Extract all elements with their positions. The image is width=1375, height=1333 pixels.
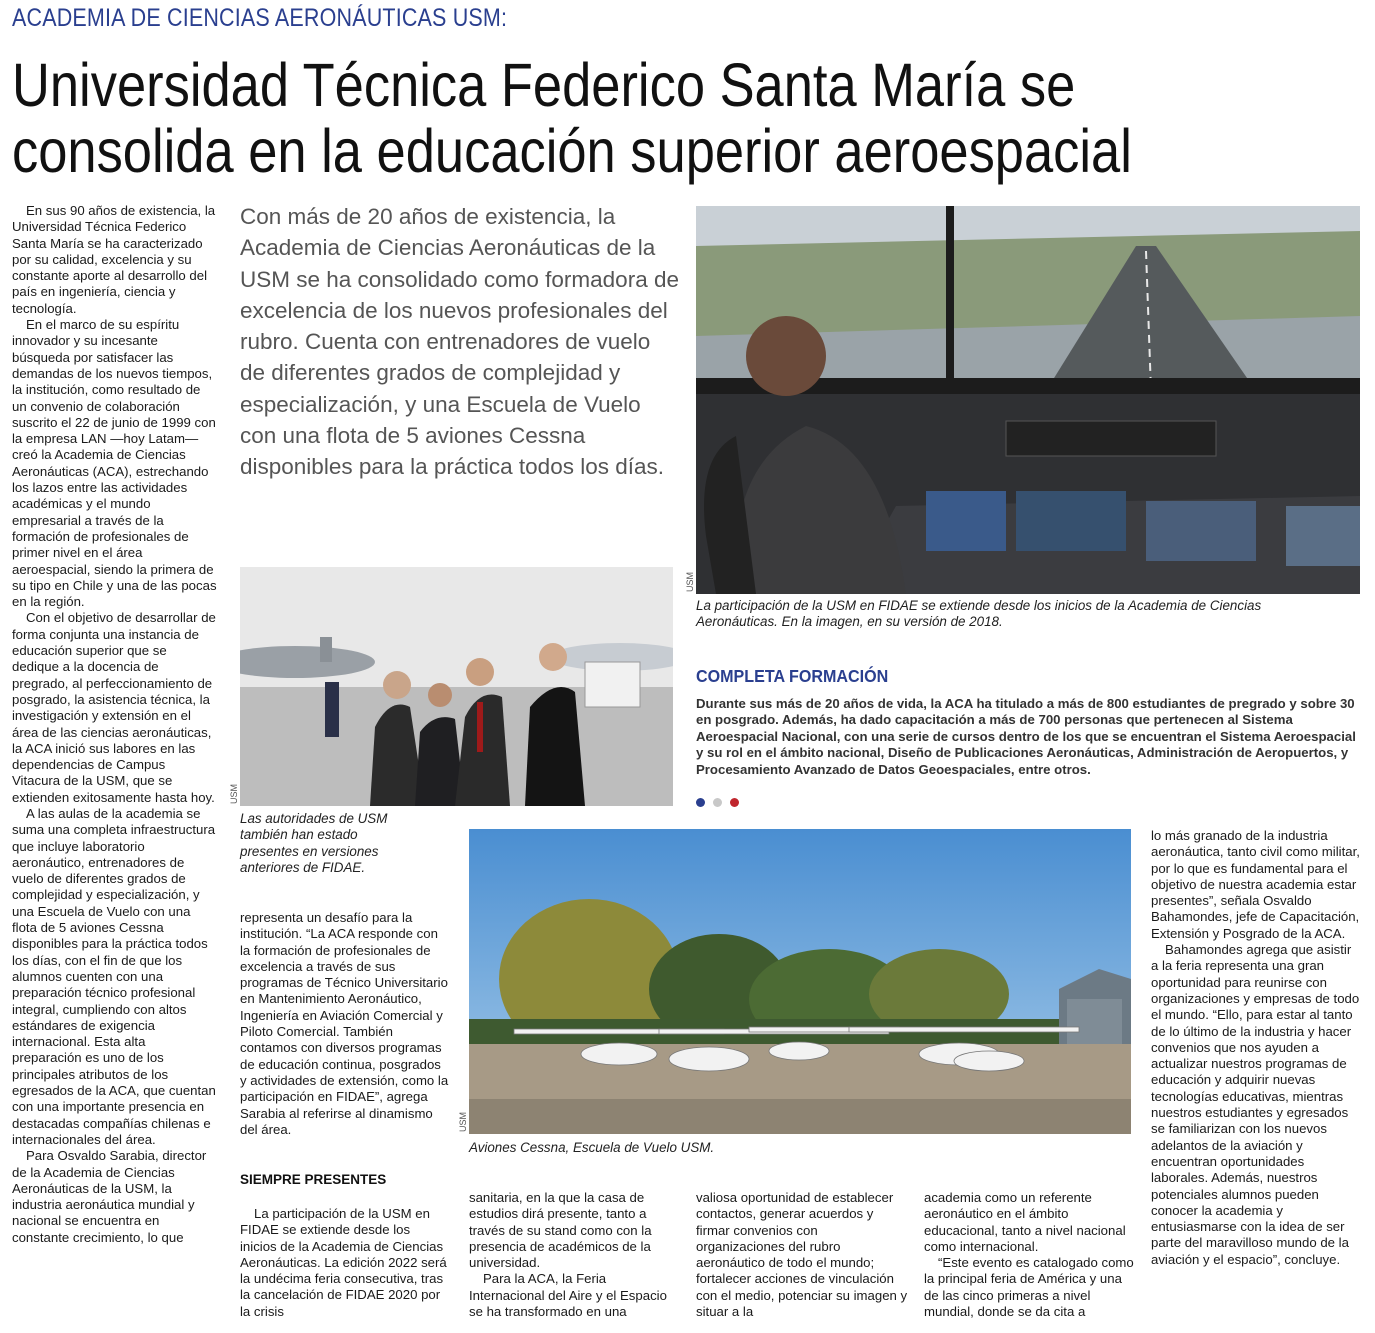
paragraph: Bahamondes agrega que asistir a la feria representa una gran oportunidad para reunirse con organizaciones y empresas de todo el mundo. “Ello, para estar al tanto de lo último de la industria y hacer convenios que nos ayuden a actualizar nuestros programas de educación y adquirir nuevas tecnologías educativas, mientras nuestros estudiantes y egresados se familiarizan con los nuevos adelantos de la aviación y encuentran oportunidades laborales. Además, nuestros potenciales alumnos pueden conocer la academia y entusiasmarse con la idea de ser parte del maravilloso mundo de la aviación y el espacio”, concluye.	[1151, 942, 1360, 1267]
headline-line-2: consolida en la educación superior aeroespacial	[12, 117, 1132, 185]
subhead-siempre-presentes: SIEMPRE PRESENTES	[240, 1172, 387, 1187]
paragraph: representa un desafío para la institución. “La ACA responde con la formación de profesionales de excelencia a través de sus programas de Técnico Universitario en Mantenimiento Aeronáutico, Ingeniería en Aviación Comercial y Piloto Comercial. También contamos con diversos programas de educación continua, posgrados y actividades de extensión, como la participación en FIDAE”, agrega Sarabia al referirse al dinamismo del área.	[240, 910, 449, 1137]
paragraph: lo más granado de la industria aeronáutica, tanto civil como militar, por lo que es fundamental para el objetivo de nuestra academia estar presentes”, señala Osvaldo Bahamondes, jefe de Capacitación, Extensión y Posgrado de la ACA.	[1151, 828, 1360, 941]
authorities-caption: Las autoridades de USM también han estado presentes en versiones anteriores de FIDAE.	[240, 811, 388, 876]
body-column-4	[696, 1190, 908, 1320]
body-column-2b	[240, 1206, 450, 1320]
paragraph: En el marco de su espíritu innovador y su incesante búsqueda por satisfacer las demandas de los nuevos tiempos, la institución, como resultado de un convenio de colaboración suscrito el 22 de junio de 1999 con la empresa LAN —hoy Latam— creó la Academia de Ciencias Aeronáuticas (ACA), estrechando los lazos entre las actividades académicas y el mundo empresarial a través de la formación de profesionales de primer nivel en el área aeroespacial, siendo la primera de su tipo en Chile y una de las pocas en la región.	[12, 317, 217, 610]
sidebar-title: COMPLETA FORMACIÓN	[696, 666, 889, 686]
article-deck: Con más de 20 años de existencia, la Academia de Ciencias Aeronáuticas de la USM se ha consolidado como formadora de excelencia de los nuevos profesionales del rubro. Cuenta con entrenadores de vuelo de diferentes grados de complejidad y especialización, y una Escuela de Vuelo con una flota de 5 aviones Cessna disponibles para la práctica todos los días.	[240, 204, 679, 480]
section-kicker: ACADEMIA DE CIENCIAS AERONÁUTICAS USM:	[12, 4, 508, 32]
authorities-photo	[240, 567, 673, 806]
authorities-illustration	[240, 567, 673, 806]
cessna-photo	[469, 829, 1131, 1134]
sidebar-text: Durante sus más de 20 años de vida, la ACA ha titulado a más de 800 estudiantes de pregrado y sobre 30 en posgrado. Además, ha dado capacitación a más de 700 personas que pertenecen al Sistema Aeroespacial Nacional, con una serie de cursos dentro de los que se encuentran el Sistema Aeroespacial y su rol en el ámbito nacional, Diseño de Publicaciones Aeronáuticas, Administración de Aeropuertos, y Procesamiento Avanzado de Datos Geoespaciales, entre otros.	[696, 696, 1356, 777]
photo-credit: USM	[229, 784, 239, 804]
headline	[12, 52, 1375, 184]
paragraph: A las aulas de la academia se suma una completa infraestructura que incluye laboratorio aeronáutico, entrenadores de vuelo de diferentes grados de complejidad y especialización, y una Escuela de Vuelo con una flota de 5 aviones Cessna disponibles para la práctica todos los días, con el fin de que los alumnos cuenten con una preparación técnico profesional integral, cumpliendo con altos estándares de exigencia internacional. Esta alta preparación es uno de los principales atributos de los egresados de la ACA, que cuentan con una importante presencia en destacadas compañías chilenas e internacionales del área.	[12, 805, 216, 1147]
paragraph: Para Osvaldo Sarabia, director de la Academia de Ciencias Aeronáuticas de la USM, la industria aeronáutica mundial y nacional se encuentra en constante crecimiento, lo que	[12, 1148, 207, 1245]
paragraph: sanitaria, en la que la casa de estudios dirá presente, tanto a través de su stand como con la presencia de académicos de la universidad.	[469, 1190, 652, 1271]
dot-gray	[713, 798, 722, 807]
dot-red	[730, 798, 739, 807]
body-column-3	[469, 1190, 681, 1320]
body-column-1	[12, 203, 217, 1246]
cessna-illustration	[469, 829, 1131, 1134]
headline-line-1: Universidad Técnica Federico Santa María se	[12, 51, 1076, 119]
photo-credit: USM	[458, 1112, 468, 1132]
body-column-6	[1151, 828, 1361, 1268]
paragraph: En sus 90 años de existencia, la Universidad Técnica Federico Santa María se ha caracterizado por su calidad, excelencia y su constante aporte al desarrollo del país en ingeniería, ciencia y tecnología.	[12, 203, 216, 316]
simulator-caption: La participación de la USM en FIDAE se extiende desde los inicios de la Academia de Ciencias Aeronáuticas. En la imagen, en su versión de 2018.	[696, 598, 1262, 630]
paragraph: valiosa oportunidad de establecer contactos, generar acuerdos y firmar convenios con organizaciones del rubro aeronáutico de todo el mundo; fortalecer acciones de vinculación con el medio, potenciar su imagen y situar a la	[696, 1190, 908, 1320]
photo-credit: USM	[685, 572, 695, 592]
body-column-5	[924, 1190, 1136, 1320]
cessna-caption: Aviones Cessna, Escuela de Vuelo USM.	[469, 1140, 715, 1155]
simulator-photo	[696, 206, 1360, 594]
paragraph: La participación de la USM en FIDAE se extiende desde los inicios de la Academia de Ciencias Aeronáuticas. La edición 2022 será la undécima feria consecutiva, tras la cancelación de FIDAE 2020 por la crisis	[240, 1206, 447, 1319]
paragraph: academia como un referente aeronáutico en el ámbito educacional, tanto a nivel nacional como internacional.	[924, 1190, 1126, 1254]
body-column-2	[240, 910, 450, 1138]
paragraph: “Este evento es catalogado como la principal feria de América y una de las cinco primeras a nivel mundial, donde se da cita a	[924, 1255, 1134, 1320]
simulator-illustration	[696, 206, 1360, 594]
paragraph: Para la ACA, la Feria Internacional del Aire y el Espacio se ha transformado en una	[469, 1271, 667, 1320]
decorative-dots	[696, 798, 739, 807]
paragraph: Con el objetivo de desarrollar de forma conjunta una instancia de educación superior que se dedique a la docencia de pregrado, al perfeccionamiento de posgrado, la asistencia técnica, la investigación y extensión en el área de las ciencias aeronáuticas, la ACA inició sus labores en las dependencias de Campus Vitacura de la USM, que se extienden exitosamente hasta hoy.	[12, 610, 216, 805]
dot-blue	[696, 798, 705, 807]
